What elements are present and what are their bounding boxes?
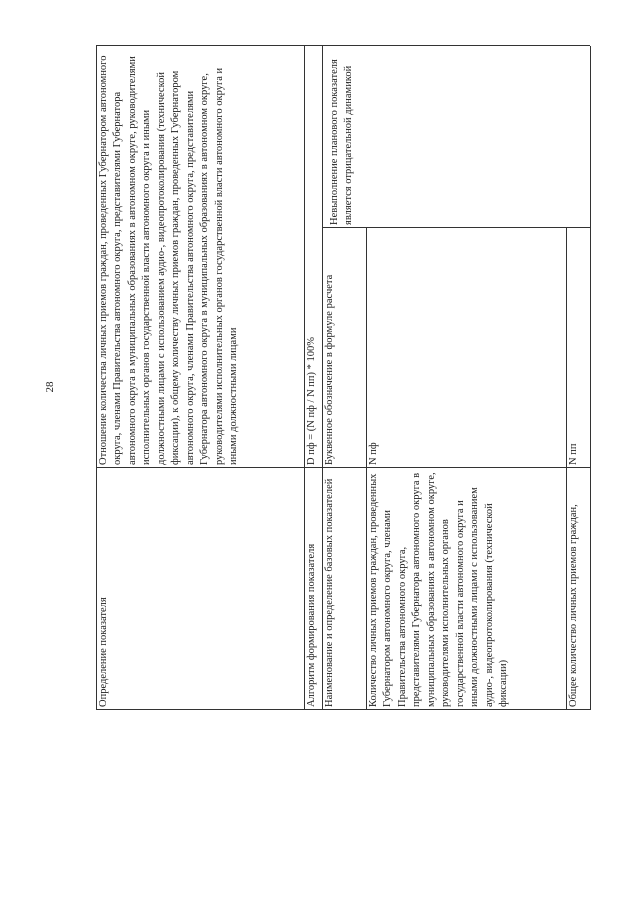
base-symbol-header: Буквенное обозначение в формуле расчета bbox=[324, 274, 335, 465]
table-border-bottom bbox=[590, 46, 591, 710]
indicator-table-frame bbox=[96, 46, 590, 710]
base-name-header: Наименование и определение базовых показателей bbox=[324, 478, 335, 707]
base-indicator-name: Количество личных приемов граждан, проведенных Губернатором автономного округа, членами Правительства автономного округа, представителями Губернатора автономного округа в муниципальных образованиях в автономном округе, руководителями исполнительных органов государственной власти автономного округа и иными должностными лицами с использованием аудио-, видеопротоколирования (технической фиксации) bbox=[368, 472, 510, 707]
algorithm-label: Алгоритм формирования показателя bbox=[306, 543, 317, 707]
base-indicator-symbol: N пп bbox=[568, 443, 579, 465]
indicator-table bbox=[96, 46, 590, 710]
definition-text: Отношение количества личных приемов граждан, проведенных Губернатором автономного округа, членами Правительства автономного округа, представителями Губернатора автономного округа в муниципальных образованиях в автономном округе, руководителями исполнительных органов государственной власти автономного округа и иными должностными лицами с использованием аудио-, видеопротоколирования (технической фиксации), к общему количеству личных приемов граждан, проведенных Губернатором автономного округа, членами Правительства автономного округа, представителями Губернатора автономного округа в муниципальных образованиях в автономном округе, руководителями исполнительных органов государственной власти автономного округа и иными должностными лицами bbox=[98, 55, 240, 465]
non-fulfillment-note: Невыполнение планового показателя является отрицательной динамикой bbox=[329, 59, 355, 225]
algorithm-formula: D пф = (N пф / N пп) * 100% bbox=[306, 336, 317, 465]
base-indicator-symbol: N пф bbox=[368, 442, 379, 465]
base-indicator-name: Общее количество личных приемов граждан, bbox=[568, 504, 579, 707]
page-number: 28 bbox=[44, 381, 56, 393]
definition-label: Определение показателя bbox=[98, 597, 109, 707]
